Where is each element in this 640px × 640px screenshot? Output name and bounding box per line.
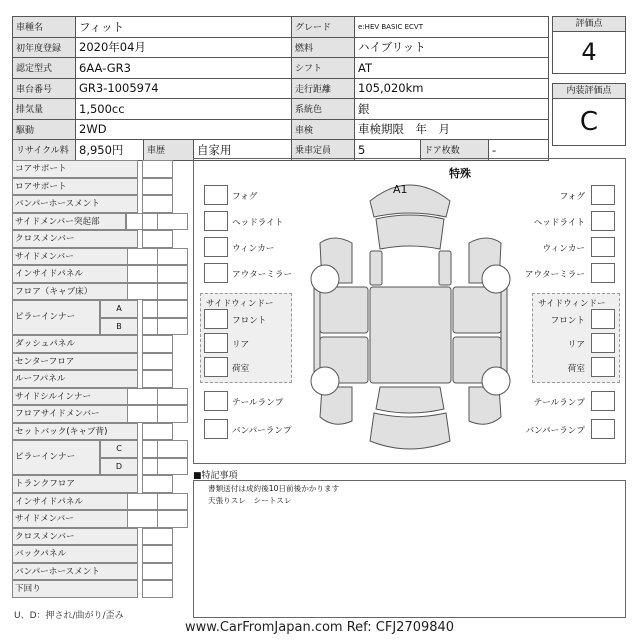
diagram-item-label: ヘッドライト	[232, 218, 284, 228]
part-row	[12, 510, 188, 528]
diagram-item-label: ヘッドライト	[533, 218, 585, 228]
diagram-check-box	[204, 263, 228, 283]
info-label: 車歴	[144, 140, 194, 161]
part-row	[12, 283, 188, 301]
part-check-box	[157, 283, 188, 301]
part-row	[12, 388, 188, 406]
part-check-box	[127, 283, 158, 301]
diagram-check-box	[591, 237, 615, 257]
info-value: 1,500cc	[76, 99, 292, 120]
grade-score-label: 評価点	[553, 17, 625, 32]
pillar-sub-label: C	[100, 440, 138, 458]
part-check-box	[142, 580, 173, 598]
part-label: セットバック(キャブ背)	[12, 423, 138, 441]
part-row	[12, 475, 188, 493]
note-line: 天張りスレ シートスレ	[208, 496, 292, 505]
notes-title: ■特記事項	[193, 471, 238, 481]
info-value: -	[489, 140, 549, 161]
part-label: ピラーインナー	[12, 300, 100, 335]
part-check-box	[157, 493, 188, 511]
grade-score-value: 4	[581, 38, 597, 66]
vehicle-info-table	[12, 16, 549, 161]
part-label: センターフロア	[12, 353, 138, 371]
diagram-item-label: サイドウィンドー	[538, 299, 606, 309]
part-row	[12, 265, 188, 283]
diagram-check-box	[204, 357, 228, 377]
vehicle-info-row	[13, 58, 549, 79]
part-check-box	[142, 178, 173, 196]
diagram-check-box	[591, 419, 615, 439]
part-label: 下回り	[12, 580, 138, 598]
vehicle-info-row	[13, 37, 549, 58]
info-value: GR3-1005974	[76, 78, 292, 99]
part-label: サイドメンバー	[12, 510, 138, 528]
part-check-box	[157, 318, 188, 336]
info-label: 車種名	[13, 17, 76, 38]
info-value: 105,020km	[355, 78, 549, 99]
part-row	[12, 493, 188, 511]
footer-ref: www.CarFromJapan.com Ref: CFJ2709840	[185, 620, 455, 635]
part-check-box	[142, 160, 173, 178]
info-label: ドア枚数	[421, 140, 489, 161]
interior-score-label: 内装評価点	[553, 84, 625, 99]
part-row	[12, 160, 188, 178]
part-check-box	[142, 563, 173, 581]
part-check-box	[142, 528, 173, 546]
part-check-box	[127, 248, 158, 266]
diagram-item-label: バンパーランプ	[525, 426, 585, 436]
diagram-item-label: サイドウィンドー	[206, 299, 274, 309]
diagram-item-label: テールランプ	[232, 398, 284, 408]
part-check-box	[157, 248, 188, 266]
part-row	[12, 230, 188, 248]
part-row	[12, 213, 188, 231]
part-label: バンパーホースメント	[12, 563, 138, 581]
info-value: 銀	[355, 99, 549, 120]
part-check-box	[157, 458, 188, 476]
part-row	[12, 195, 188, 213]
diagram-check-box	[591, 357, 615, 377]
info-value: 6AA-GR3	[76, 58, 292, 79]
diagram-item-label: アウターミラー	[232, 270, 293, 280]
part-check-box	[157, 440, 188, 458]
diagram-item-label: 荷室	[232, 364, 250, 374]
diagram-check-box	[204, 391, 228, 411]
diagram-check-box	[591, 333, 615, 353]
part-row	[12, 545, 188, 563]
info-label: 系統色	[292, 99, 355, 120]
diagram-check-box	[204, 211, 228, 231]
part-check-box	[142, 370, 173, 388]
part-check-box	[157, 510, 188, 528]
part-row	[12, 580, 188, 598]
info-value: 2WD	[76, 119, 292, 140]
legend-note: U、D：押され/曲がり/歪み	[14, 611, 124, 621]
grade-score-box	[552, 16, 626, 74]
part-check-box	[142, 335, 173, 353]
info-value: 自家用	[194, 140, 292, 161]
pillar-sub-label: A	[100, 300, 138, 318]
diagram-item-label: ウィンカー	[542, 244, 585, 254]
interior-score-value: C	[579, 107, 599, 137]
diagram-item-label: アウターミラー	[524, 270, 585, 280]
part-label: フロア（キャブ床）	[12, 283, 138, 301]
diagram-item-label: リア	[567, 340, 585, 350]
info-value: 8,950円	[76, 140, 144, 161]
part-row	[12, 300, 188, 335]
part-label: バンパーホースメント	[12, 195, 138, 213]
note-line: 書類送付は成約後10日前後かかります	[208, 484, 340, 493]
pillar-sub-label: D	[100, 458, 138, 476]
part-label: ダッシュパネル	[12, 335, 138, 353]
info-label: 排気量	[13, 99, 76, 120]
info-value: 5	[355, 140, 421, 161]
diagram-check-box	[204, 309, 228, 329]
part-label: トランクフロア	[12, 475, 138, 493]
part-row	[12, 353, 188, 371]
part-label: インサイドパネル	[12, 493, 138, 511]
part-check-box	[142, 195, 173, 213]
vehicle-info-row	[13, 99, 549, 120]
part-check-box	[142, 475, 173, 493]
diagram-check-box	[591, 263, 615, 283]
part-check-box	[157, 265, 188, 283]
roof-damage-mark: A1	[393, 183, 408, 196]
info-value: 2020年04月	[76, 37, 292, 58]
info-label: 初年度登録	[13, 37, 76, 58]
part-check-box	[127, 405, 158, 423]
info-label: 燃料	[292, 37, 355, 58]
part-label: コアサポート	[12, 160, 138, 178]
part-row	[12, 178, 188, 196]
part-label: サイドシルインナー	[12, 388, 138, 406]
interior-score-box	[552, 83, 626, 146]
part-label: ピラーインナー	[12, 440, 100, 475]
diagram-item-label: バンパーランプ	[232, 426, 292, 436]
diagram-check-box	[204, 333, 228, 353]
info-label: シフト	[292, 58, 355, 79]
part-row	[12, 248, 188, 266]
info-value: e:HEV BASIC ECVT	[355, 17, 549, 38]
diagram-item-label: フロント	[550, 316, 585, 326]
info-label: 認定型式	[13, 58, 76, 79]
info-value: ハイブリット	[355, 37, 549, 58]
part-check-box	[157, 405, 188, 423]
info-value: フィット	[76, 17, 292, 38]
diagram-check-box	[204, 185, 228, 205]
part-label: クロスメンバー	[12, 528, 138, 546]
part-row	[12, 405, 188, 423]
part-label: バックパネル	[12, 545, 138, 563]
vehicle-info-row	[13, 17, 549, 38]
part-check-box	[157, 300, 188, 318]
part-label: インサイドパネル	[12, 265, 138, 283]
part-row	[12, 440, 188, 475]
part-label: サイドメンバー突起部	[12, 213, 126, 231]
diagram-check-box	[591, 391, 615, 411]
part-label: フロアサイドメンバー	[12, 405, 138, 423]
vehicle-info-row	[13, 119, 549, 140]
car-diagram	[193, 158, 626, 464]
part-row	[12, 423, 188, 441]
pillar-sub-label: B	[100, 318, 138, 336]
info-label: 駆動	[13, 119, 76, 140]
part-row	[12, 528, 188, 546]
special-label: 特殊	[449, 167, 471, 180]
info-label: 車台番号	[13, 78, 76, 99]
part-row	[12, 335, 188, 353]
part-check-box	[157, 213, 188, 231]
part-check-box	[127, 265, 158, 283]
diagram-item-label: フォグ	[232, 192, 258, 202]
vehicle-info-row	[13, 78, 549, 99]
part-label: サイドメンバー	[12, 248, 138, 266]
part-check-box	[127, 493, 158, 511]
info-label: 走行距離	[292, 78, 355, 99]
part-check-box	[127, 510, 158, 528]
part-label: ロアサポート	[12, 178, 138, 196]
part-check-box	[142, 353, 173, 371]
diagram-check-box	[591, 309, 615, 329]
diagram-item-label: 荷室	[567, 364, 585, 374]
diagram-item-label: フォグ	[559, 192, 585, 202]
info-value: 車検期限 年 月	[355, 119, 549, 140]
info-label: リサイクル料	[13, 140, 76, 161]
part-check-box	[142, 545, 173, 563]
diagram-item-label: ウィンカー	[232, 244, 275, 254]
vehicle-info-row	[13, 140, 549, 161]
part-check-box	[142, 423, 173, 441]
info-label: 乗車定員	[292, 140, 355, 161]
diagram-item-label: フロント	[232, 316, 267, 326]
part-row	[12, 563, 188, 581]
diagram-check-box	[591, 185, 615, 205]
part-check-box	[127, 388, 158, 406]
diagram-check-box	[591, 211, 615, 231]
info-label: 車検	[292, 119, 355, 140]
info-label: グレード	[292, 17, 355, 38]
info-value: AT	[355, 58, 549, 79]
diagram-item-label: テールランプ	[533, 398, 585, 408]
part-row	[12, 370, 188, 388]
part-label: クロスメンバー	[12, 230, 138, 248]
part-label: ルーフパネル	[12, 370, 138, 388]
diagram-check-box	[204, 237, 228, 257]
part-check-box	[142, 230, 173, 248]
diagram-check-box	[204, 419, 228, 439]
diagram-item-label: リア	[232, 340, 250, 350]
notes-box	[193, 480, 626, 618]
part-check-box	[157, 388, 188, 406]
